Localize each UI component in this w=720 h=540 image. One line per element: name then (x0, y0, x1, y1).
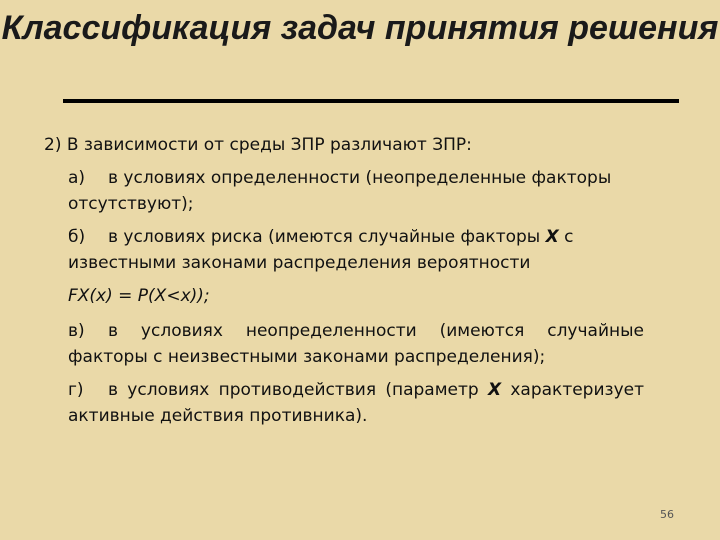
item-text: с известными законами распределения вероятности (68, 227, 574, 273)
list-item-a (68, 165, 644, 217)
variable-x: X (487, 380, 502, 400)
item-marker: г) (68, 380, 84, 400)
page-number: 56 (660, 508, 674, 521)
item-marker: б) (68, 227, 86, 247)
title-underline (63, 99, 679, 103)
slide-title: Классификация задач принятия решения (1, 9, 719, 47)
item-text: в условиях риска (имеются случайные факторы (108, 227, 546, 247)
intro-text: 2) В зависимости от среды ЗПР различают ЗПР: (44, 135, 472, 155)
variable-x: X (545, 227, 559, 247)
item-marker: в) (68, 321, 85, 341)
item-marker: а) (68, 168, 86, 188)
list-item-b (68, 224, 644, 276)
item-text: характеризует активные действия противника). (68, 380, 644, 426)
item-text: в условиях противодействия (параметр (108, 380, 488, 400)
item-text: в условиях неопределенности (имеются случайные факторы с неизвестными законами распределения); (68, 321, 644, 367)
item-text: в условиях определенности (неопределенные факторы отсутствуют); (68, 168, 612, 214)
list-item-g (68, 377, 644, 429)
formula: FX(x) = P(X<x)); (68, 286, 210, 306)
list-item-v (68, 318, 644, 370)
slide-body (44, 132, 644, 436)
